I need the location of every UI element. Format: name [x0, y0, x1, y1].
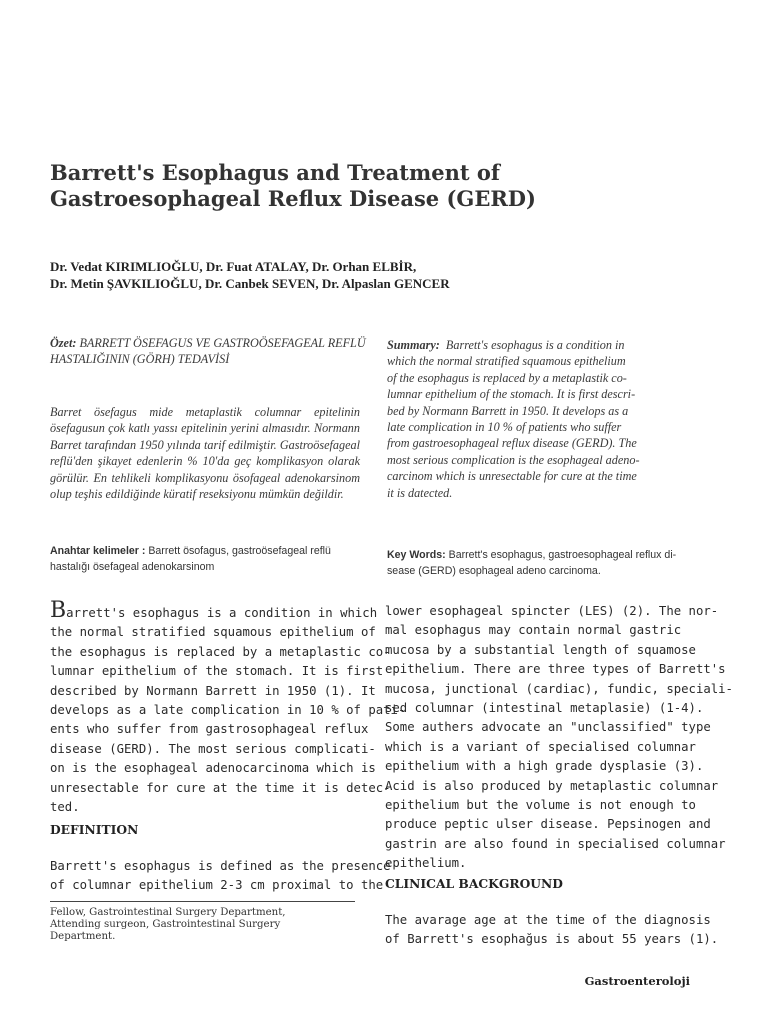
clinical-line: of Barrett's esophağus is about 55 years (1).	[385, 932, 719, 947]
author-list	[50, 258, 730, 292]
ozet-body: Barret ösefagus mide metaplastik columnar epitelinin ösefagusun çok katlı yassı epitelinin yerini almasıdır. Normann Barret tarafından 1950 yılında tarif edilmiştir. Gastroösefageal reflü'den şikayet edenlerin % 10'da geç komplikasyon olarak görülür. En tehlikeli komplikasyonu ösofageal adenokarsinom olup teşhis edildiğinde küratif reseksiyonu mümkün değildir.	[50, 405, 360, 502]
right-column-paragraph	[385, 602, 733, 874]
definition-heading: DEFINITION	[50, 822, 139, 837]
clinical-background-heading: CLINICAL BACKGROUND	[385, 876, 563, 891]
right-line: mucosa by a substantial length of squamose	[385, 642, 696, 657]
keywords-turkish	[50, 543, 380, 575]
intro-line: lumnar epithelium of the stomach. It is first	[50, 664, 384, 679]
intro-line: the normal stratified squamous epithelium of	[50, 625, 376, 640]
ozet-heading	[50, 335, 370, 368]
title-line-1: Barrett's Esophagus and Treatment of	[50, 160, 500, 185]
right-line: which is a variant of specialised columnar	[385, 739, 696, 754]
intro-line: on is the esophageal adenocarcinoma which is	[50, 761, 376, 776]
keywords-en-line-1: Barrett's esophagus, gastroesophageal reflux di-	[448, 549, 677, 561]
summary-line-1: Summary: Barrett's esophagus is a condition in	[387, 338, 625, 352]
right-line: lower esophageal spincter (LES) (2). The nor-	[385, 604, 719, 618]
intro-line: ted.	[50, 800, 80, 815]
footnote-line: Attending surgeon, Gastrointestinal Surgery	[50, 919, 281, 930]
keywords-tr-label: Anahtar kelimeler :	[50, 545, 146, 557]
ozet-label: Özet:	[50, 336, 77, 350]
summary-line: most serious complication is the esophageal adeno-	[387, 452, 640, 467]
intro-line: develops as a late complication in 10 % of pati-	[50, 703, 406, 718]
ozet-title: BARRETT ÖSEFAGUS VE GASTROÖSEFAGEAL REFLÜ HASTALIĞININ (GÖRH) TEDAVİSİ	[50, 336, 366, 367]
right-line: gastrin are also found in specialised columnar	[385, 836, 726, 851]
article-title	[50, 160, 710, 212]
footnote	[50, 907, 350, 943]
right-line: epithelium with a high grade dysplasie (3).	[385, 759, 704, 774]
clinical-line: The avarage age at the time of the diagnosis	[385, 913, 711, 927]
intro-paragraph: Barrett's esophagus is a condition in which the normal stratified squamous epithelium of the esophagus is replaced by a metaplastic co- lumnar epithelium of the stomach. It is first described by Normann Barrett in 1950 (1). It develops as a late complication in 10 % of pati- ents who suffer from gastrosophageal reflux disease (GERD). The most serious complicati- on is the esophageal adenocarcinoma which is unresectable for cure at the time it is detec- ted.	[50, 601, 360, 817]
summary-line: it is datected.	[387, 485, 453, 500]
definition-line: Barrett's esophagus is defined as the presence	[50, 859, 391, 873]
footnote-line: Fellow, Gastrointestinal Surgery Department,	[50, 907, 286, 918]
right-line: Some authers advocate an "unclassified" type	[385, 720, 711, 735]
summary-abstract	[387, 337, 690, 501]
summary-line: from gastroesophageal reflux disease (GERD). The	[387, 436, 637, 451]
summary-line: carcinom which is unresectable for cure at the time	[387, 469, 637, 484]
journal-name: Gastroenteroloji	[584, 974, 690, 988]
keywords-tr-line-2: hastalığı ösefageal adenokarsinom	[50, 561, 215, 573]
intro-line: disease (GERD). The most serious complicati-	[50, 741, 376, 756]
author-line-1: Dr. Vedat KIRIMLIOĞLU, Dr. Fuat ATALAY, Dr. Orhan ELBİR,	[50, 259, 417, 274]
right-line: Acid is also produced by metaplastic columnar	[385, 778, 719, 793]
footnote-divider	[50, 901, 355, 902]
keywords-en-label: Key Words:	[387, 549, 446, 561]
keywords-en-line-2: sease (GERD) esophageal adeno carcinoma.	[387, 565, 601, 577]
keywords-tr-line-1: Barrett ösofagus, gastroösefageal reflü	[148, 545, 331, 557]
intro-line: ents who suffer from gastrosophageal reflux	[50, 722, 369, 737]
summary-label: Summary:	[387, 338, 440, 352]
summary-line: lumnar epithelium of the stomach. It is first descri-	[387, 387, 636, 402]
intro-line: the esophagus is replaced by a metaplastic co-	[50, 644, 391, 659]
right-line: epithelium. There are three types of Barrett's	[385, 662, 726, 677]
summary-line: of the esophagus is replaced by a metaplastik co-	[387, 370, 627, 385]
author-line-2: Dr. Metin ŞAVKILIOĞLU, Dr. Canbek SEVEN, Dr. Alpaslan GENCER	[50, 276, 450, 291]
right-line: mucosa, junctional (cardiac), fundic, speciali-	[385, 681, 733, 696]
intro-line: unresectable for cure at the time it is detec-	[50, 780, 391, 795]
right-line: epithelium.	[385, 856, 467, 871]
title-line-2: Gastroesophageal Reflux Disease (GERD)	[50, 186, 536, 211]
footnote-line: Department.	[50, 931, 116, 942]
right-line: sed columnar (intestinal metaplasie) (1-4).	[385, 701, 704, 716]
intro-line: described by Normann Barrett in 1950 (1). It	[50, 683, 376, 698]
right-line: produce peptic ulser disease. Pepsinogen and	[385, 817, 711, 832]
drop-cap: B	[50, 598, 67, 623]
right-line: epithelium but the volume is not enough to	[385, 798, 696, 813]
summary-line: which the normal stratified squamous epithelium	[387, 354, 626, 369]
keywords-english	[387, 547, 692, 579]
summary-line: bed by Normann Barrett in 1950. It develops as a	[387, 403, 629, 418]
definition-line: of columnar epithelium 2-3 cm proximal to the	[50, 878, 384, 893]
right-line: mal esophagus may contain normal gastric	[385, 623, 682, 638]
definition-paragraph	[50, 857, 391, 896]
clinical-paragraph	[385, 911, 719, 950]
summary-line: late complication in 10 % of patients who suffer	[387, 420, 622, 435]
